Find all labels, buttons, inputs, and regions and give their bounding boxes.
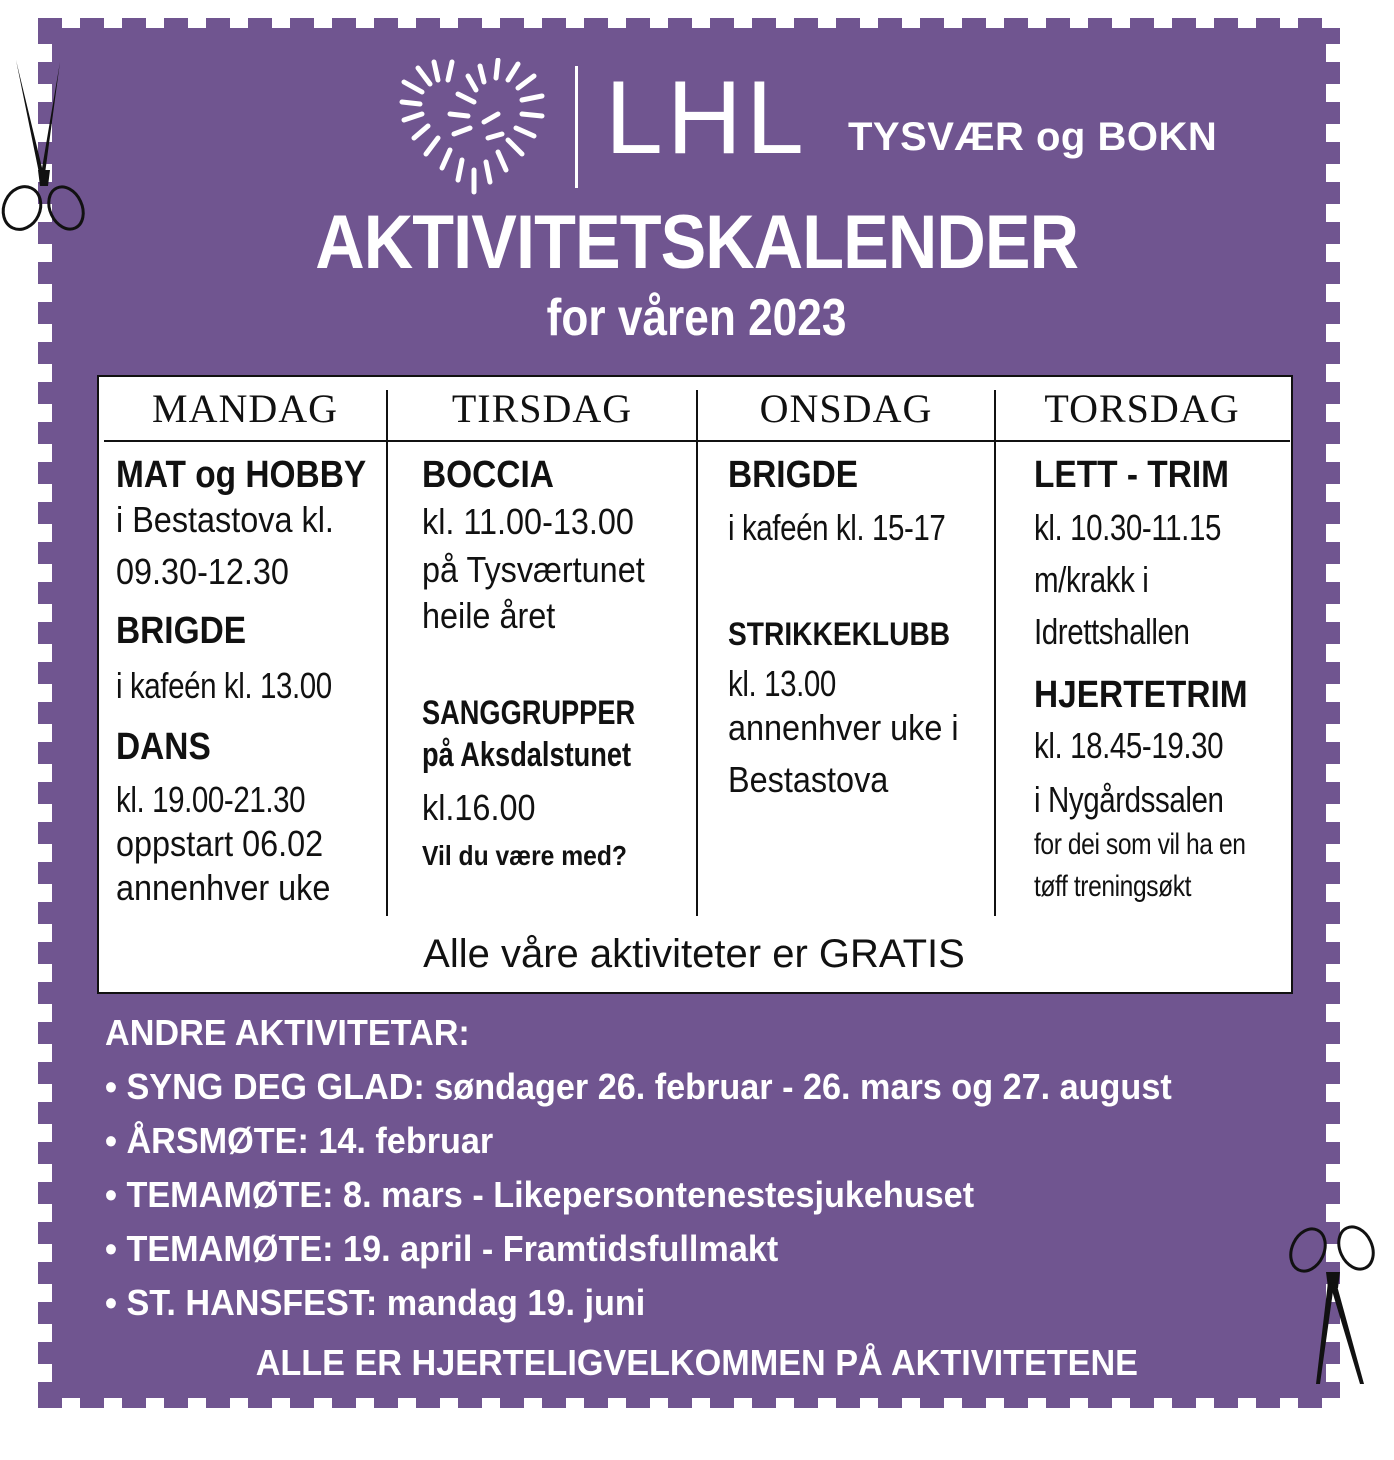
perforated-edge-right [1326, 22, 1340, 1408]
activity-detail: 09.30-12.30 [116, 551, 289, 592]
activity-note: tøff treningsøkt [1034, 870, 1192, 903]
list-item: • TEMAMØTE: 19. april - Framtidsfullmakt [105, 1228, 779, 1269]
activity-detail: kl. 11.00-13.00 [422, 501, 634, 542]
activity-note: Vil du være med? [422, 840, 627, 871]
other-activities-heading: ANDRE AKTIVITETAR: [105, 1012, 470, 1053]
list-item: • ST. HANSFEST: mandag 19. juni [105, 1282, 646, 1323]
page-title: AKTIVITETSKALENDER [315, 200, 1079, 285]
day-header-monday: MANDAG [152, 386, 338, 431]
activity-detail: kl.16.00 [422, 787, 536, 828]
activity-detail: kl. 13.00 [728, 663, 836, 704]
activity-detail: i kafeén kl. 13.00 [116, 665, 332, 706]
day-header-thursday: TORSDAG [1044, 386, 1240, 431]
column-divider [386, 390, 388, 916]
activity-detail: i Nygårdssalen [1034, 779, 1224, 820]
perforated-edge-bottom [38, 1398, 1340, 1408]
activity-detail: Bestastova [728, 759, 889, 800]
column-divider [994, 390, 996, 916]
activity-title: HJERTETRIM [1034, 674, 1248, 716]
welcome-message: ALLE ER HJERTELIGVELKOMMEN PÅ AKTIVITETENE [255, 1342, 1138, 1383]
free-notice: Alle våre aktiviteter er GRATIS [423, 932, 965, 976]
activity-detail: på Tysværtunet [422, 549, 645, 590]
activity-detail: kl. 18.45-19.30 [1034, 725, 1224, 766]
activity-title: LETT - TRIM [1034, 454, 1230, 496]
activity-detail: m/krakk i [1034, 559, 1149, 600]
activity-detail: annenhver uke i [728, 707, 959, 748]
activity-title: DANS [116, 726, 211, 768]
header-divider [575, 66, 578, 188]
column-divider [696, 390, 698, 916]
list-item: • ÅRSMØTE: 14. februar [105, 1120, 494, 1161]
activity-detail: kl. 19.00-21.30 [116, 779, 306, 820]
day-header-wednesday: ONSDAG [759, 386, 933, 431]
list-item: • TEMAMØTE: 8. mars - Likepersontenestesjukehuset [105, 1174, 975, 1215]
page-subtitle: for våren 2023 [546, 289, 847, 347]
activity-detail: Idrettshallen [1034, 611, 1190, 652]
activity-detail: annenhver uke [116, 867, 331, 908]
lhl-heart-logo-icon [398, 58, 548, 203]
activity-note: for dei som vil ha en [1034, 828, 1246, 861]
activity-detail: i kafeén kl. 15-17 [728, 507, 946, 548]
activity-detail: i Bestastova kl. [116, 499, 334, 540]
activity-title: på Aksdalstunet [422, 736, 632, 774]
activity-title: BOCCIA [422, 454, 554, 496]
activity-title: BRIGDE [116, 610, 247, 652]
activity-detail: heile året [422, 595, 556, 636]
activity-title: BRIGDE [728, 454, 859, 496]
brand-name: LHL [605, 60, 808, 176]
activity-title: STRIKKEKLUBB [728, 616, 951, 652]
activity-title: MAT og HOBBY [116, 454, 367, 496]
list-item: • SYNG DEG GLAD: søndager 26. februar - 26. mars og 27. august [105, 1066, 1172, 1107]
activity-detail: oppstart 06.02 [116, 823, 324, 864]
activity-detail: kl. 10.30-11.15 [1034, 507, 1221, 548]
activity-title: SANGGRUPPER [422, 694, 636, 732]
day-header-tuesday: TIRSDAG [451, 386, 633, 431]
region-name: TYSVÆR og BOKN [848, 115, 1218, 159]
perforated-edge-top [38, 18, 1340, 28]
